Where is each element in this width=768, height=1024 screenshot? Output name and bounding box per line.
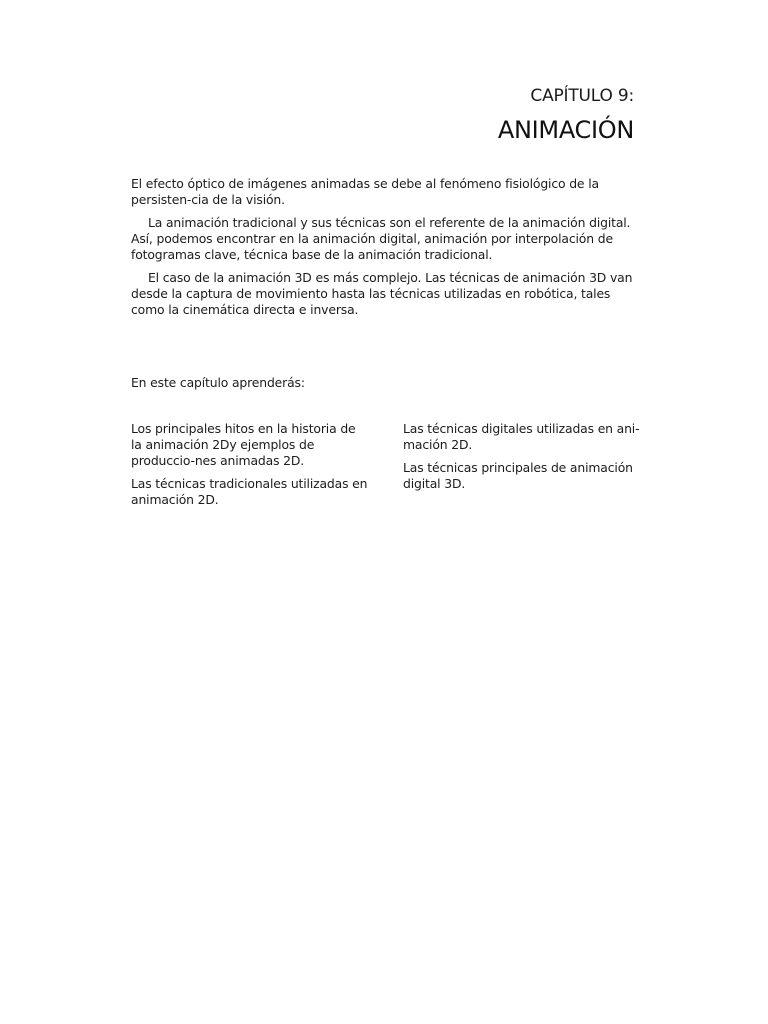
chapter-title: ANIMACIÓN bbox=[497, 116, 634, 144]
intro-paragraph: La animación tradicional y sus técnicas son el referente de la animación digital. Así, podemos encontrar en la animación digital, animación por interpolación de fotogramas clave, técnica base de la animación tradicional. bbox=[131, 215, 631, 262]
learning-item: Las técnicas tradicionales utilizadas en animación 2D. bbox=[131, 476, 368, 507]
intro-text bbox=[131, 176, 641, 325]
learning-item: Los principales hitos en la historia de la animación 2Dy ejemplos de produccio-nes animadas 2D. bbox=[131, 421, 356, 468]
learning-item: Las técnicas principales de animación digital 3D. bbox=[403, 460, 633, 491]
learning-column-left bbox=[131, 421, 369, 515]
intro-paragraph: El efecto óptico de imágenes animadas se debe al fenómeno fisiológico de la persisten-cia de la visión. bbox=[131, 176, 599, 207]
chapter-label: CAPÍTULO 9: bbox=[530, 86, 634, 106]
learning-column-right bbox=[403, 421, 641, 499]
intro-paragraph: El caso de la animación 3D es más complejo. Las técnicas de animación 3D van desde la captura de movimiento hasta las técnicas utilizadas en robótica, tales como la cinemática directa e inversa. bbox=[131, 270, 633, 317]
learning-item: Las técnicas digitales utilizadas en ani-mación 2D. bbox=[403, 421, 640, 452]
learning-heading: En este capítulo aprenderás: bbox=[131, 375, 305, 390]
